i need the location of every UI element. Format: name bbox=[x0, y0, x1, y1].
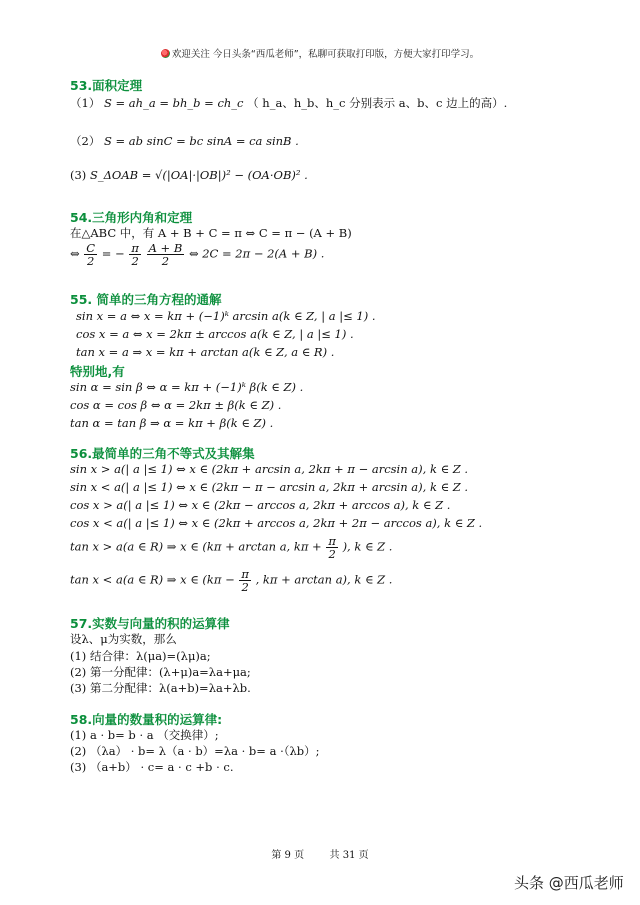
frac-den: 2 bbox=[131, 254, 139, 269]
s53-l1-note: （ h_a、h_b、h_c 分别表示 a、b、c 边上的高）. bbox=[247, 96, 508, 110]
s54-frac-pi bbox=[129, 242, 141, 267]
page-footer: 第 9 页 共 31 页 bbox=[271, 850, 369, 861]
s53-line-1 bbox=[70, 95, 507, 111]
s56-frac-pi-1 bbox=[326, 535, 338, 560]
s58-line-1: (1) a · b= b · a （交换律）; bbox=[70, 728, 219, 742]
s55-line-5: cos α = cos β ⇔ α = 2kπ ± β(k ∈ Z) . bbox=[70, 398, 282, 412]
s57-line-1: (1) 结合律：λ(μa)=(λμ)a; bbox=[70, 649, 211, 663]
s55-subtitle: 特别地,有 bbox=[70, 364, 125, 379]
s55-line-1: sin x = a ⇔ x = kπ + (−1)ᵏ arcsin a(k ∈ Z, | a |≤ 1) . bbox=[76, 309, 376, 323]
s53-l3-prefix: (3) bbox=[70, 168, 87, 182]
section-53-title: 53.面积定理 bbox=[70, 78, 143, 93]
s53-l1-prefix: （1） bbox=[70, 96, 101, 110]
s56-l5-head: tan x > a(a ∈ R) ⇒ x ∈ (kπ + arctan a, kπ + bbox=[70, 539, 322, 554]
frac-den: 2 bbox=[87, 254, 95, 269]
banner-text: 欢迎关注 今日头条“西瓜老师”，私聊可获取打印版，方便大家打印学习。 bbox=[171, 49, 480, 60]
s54-frac-c bbox=[84, 242, 97, 267]
section-55-title: 55. 简单的三角方程的通解 bbox=[70, 292, 222, 307]
s53-l3-formula: S_ΔOAB = √(|OA|·|OB|)² − (OA·OB)² . bbox=[89, 168, 308, 182]
s54-l2-tail: ⇔ 2C = 2π − 2(A + B) . bbox=[188, 246, 325, 261]
s54-line-1: 在△ABC 中，有 A + B + C = π ⇔ C = π − (A + B) bbox=[70, 226, 352, 240]
top-banner bbox=[0, 46, 640, 60]
section-57-title: 57.实数与向量的积的运算律 bbox=[70, 616, 230, 631]
s56-line-3: cos x > a(| a |≤ 1) ⇔ x ∈ (2kπ − arccos a, 2kπ + arccos a), k ∈ Z . bbox=[70, 498, 451, 512]
s55-line-2: cos x = a ⇔ x = 2kπ ± arccos a(k ∈ Z, | a |≤ 1) . bbox=[76, 327, 354, 341]
s57-intro: 设λ、μ为实数，那么 bbox=[70, 632, 177, 646]
s54-line-2 bbox=[70, 242, 324, 267]
s53-l2-prefix: （2） bbox=[70, 134, 101, 148]
section-58-title: 58.向量的数量积的运算律: bbox=[70, 712, 223, 727]
s54-frac-ab bbox=[147, 242, 185, 267]
s56-line-4: cos x < a(| a |≤ 1) ⇔ x ∈ (2kπ + arccos a, 2kπ + 2π − arccos a), k ∈ Z . bbox=[70, 516, 483, 530]
frac-num: π bbox=[241, 567, 249, 581]
section-54-title: 54.三角形内角和定理 bbox=[70, 210, 193, 225]
s55-line-3: tan x = a ⇒ x = kπ + arctan a(k ∈ Z, a ∈ R) . bbox=[76, 345, 335, 359]
s53-l1-formula: S = ah_a = bh_b = ch_c bbox=[103, 96, 244, 110]
s56-line-5 bbox=[70, 535, 392, 560]
s53-l2-formula: S = ab sinC = bc sinA = ca sinB . bbox=[103, 134, 299, 148]
s56-l5-tail: ), k ∈ Z . bbox=[342, 539, 393, 554]
frac-den: 2 bbox=[241, 580, 249, 595]
s56-frac-pi-2 bbox=[239, 568, 251, 593]
s58-line-3: (3) （a+b） · c= a · c +b · c. bbox=[70, 760, 234, 774]
frac-num: π bbox=[131, 241, 139, 255]
watermark: 头条 @西瓜老师 bbox=[514, 874, 624, 892]
watermelon-icon bbox=[161, 49, 170, 58]
s58-line-2: (2) （λa） · b= λ（a · b）=λa · b= a ·（λb）; bbox=[70, 744, 320, 758]
s56-line-1: sin x > a(| a |≤ 1) ⇔ x ∈ (2kπ + arcsin a, 2kπ + π − arcsin a), k ∈ Z . bbox=[70, 462, 469, 476]
section-56-title: 56.最简单的三角不等式及其解集 bbox=[70, 446, 255, 461]
frac-num: C bbox=[86, 241, 96, 255]
s53-line-3 bbox=[70, 168, 308, 182]
s57-line-3: (3) 第二分配律：λ(a+b)=λa+λb. bbox=[70, 681, 251, 695]
s53-line-2 bbox=[70, 133, 299, 149]
s56-l6-head: tan x < a(a ∈ R) ⇒ x ∈ (kπ − bbox=[70, 572, 235, 587]
s56-line-2: sin x < a(| a |≤ 1) ⇔ x ∈ (2kπ − π − arcsin a, 2kπ + arcsin a), k ∈ Z . bbox=[70, 480, 469, 494]
s56-l6-tail: , kπ + arctan a), k ∈ Z . bbox=[255, 572, 393, 587]
s54-equiv: ⇔ bbox=[70, 246, 80, 261]
frac-den: 2 bbox=[161, 254, 170, 269]
s54-eq: = − bbox=[101, 246, 125, 261]
s56-line-6 bbox=[70, 568, 392, 593]
frac-den: 2 bbox=[328, 547, 336, 562]
s55-line-4: sin α = sin β ⇔ α = kπ + (−1)ᵏ β(k ∈ Z) . bbox=[70, 380, 304, 394]
s57-line-2: (2) 第一分配律：(λ+μ)a=λa+μa; bbox=[70, 665, 251, 679]
s55-line-6: tan α = tan β ⇒ α = kπ + β(k ∈ Z) . bbox=[70, 416, 274, 430]
frac-num: A + B bbox=[148, 241, 183, 255]
frac-num: π bbox=[328, 534, 336, 548]
